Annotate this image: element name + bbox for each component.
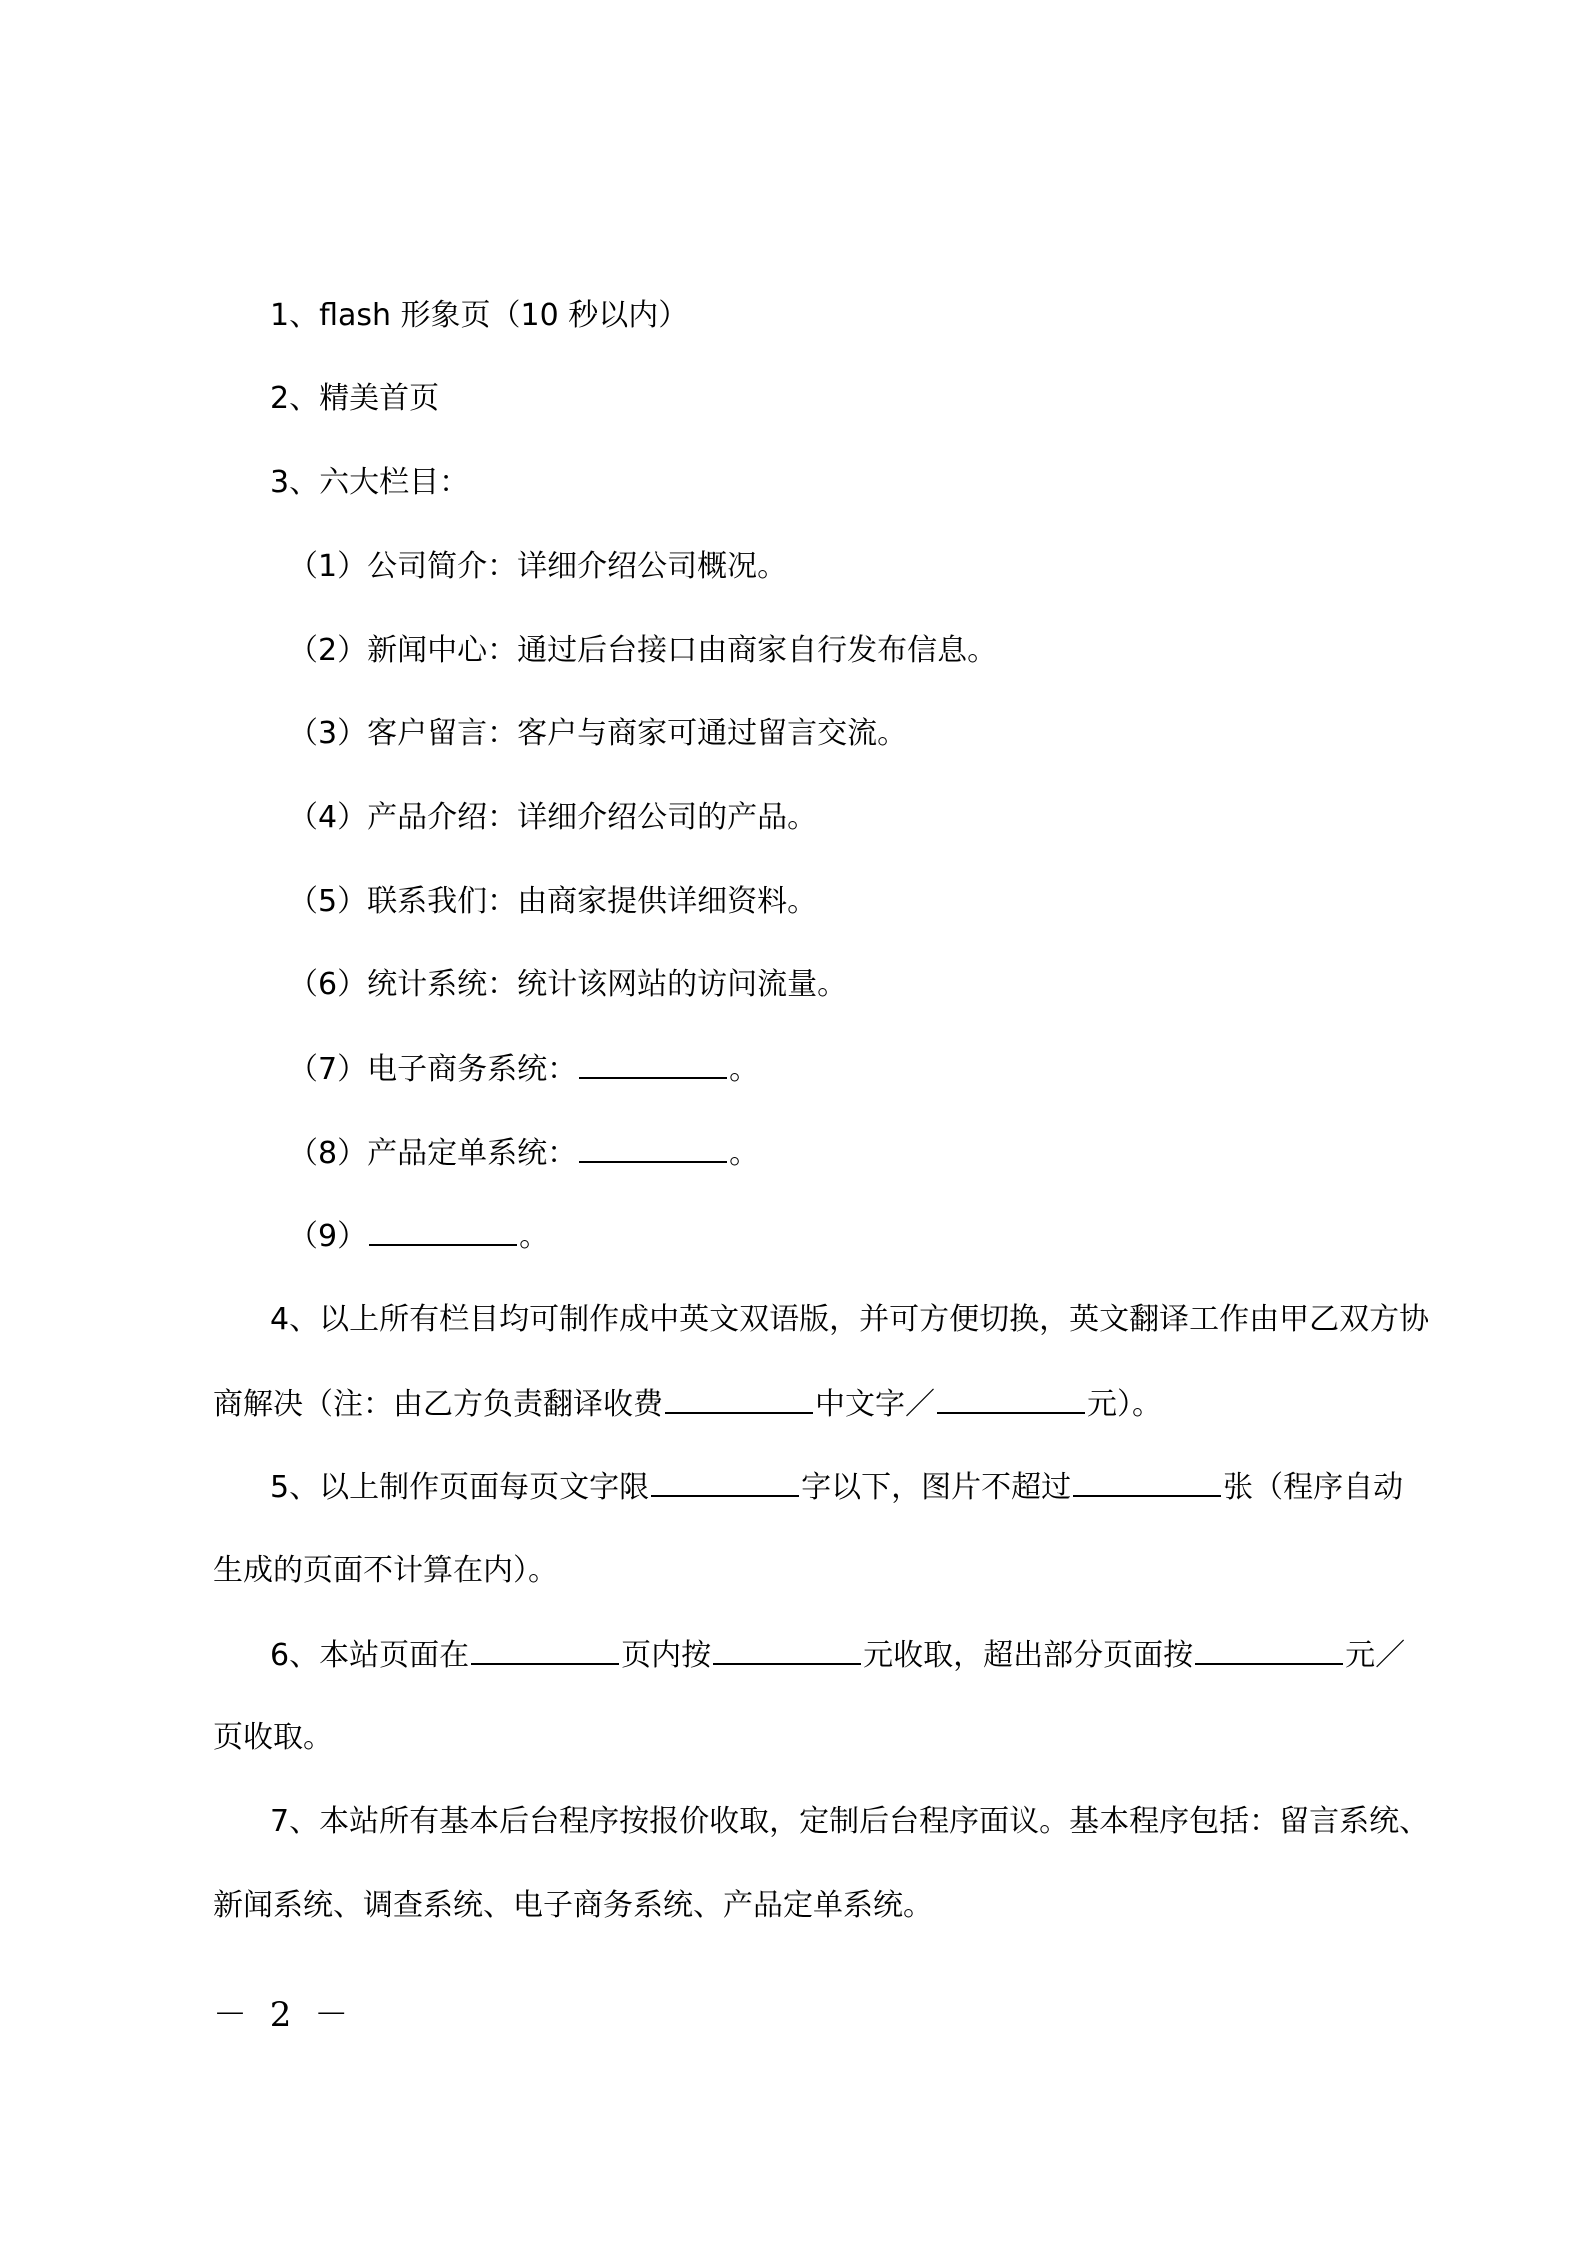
item-6-line-2 <box>0 1718 1586 1758</box>
sub-item-3 <box>0 714 1586 754</box>
sub-item-4 <box>0 798 1586 838</box>
sub-item-8-label: （8）产品定单系统： <box>288 1136 578 1171</box>
item-7-line-2 <box>0 1886 1586 1926</box>
sub-item-9-label: （9） <box>288 1219 368 1254</box>
sub-item-2 <box>0 631 1586 671</box>
item-5-line-2 <box>0 1551 1586 1591</box>
fill-in-blank <box>369 1216 517 1246</box>
sub-item-9-suffix: 。 <box>519 1219 550 1254</box>
sub-item-7 <box>0 1049 1586 1089</box>
item-7-text-b: 新闻系统、调查系统、电子商务系统、产品定单系统。 <box>213 1888 933 1923</box>
item-7-line-1 <box>0 1802 1586 1842</box>
item-5-line-1 <box>0 1467 1586 1507</box>
sub-item-2-text: （2）新闻中心：通过后台接口由商家自行发布信息。 <box>288 633 998 668</box>
sub-item-8 <box>0 1133 1586 1173</box>
sub-item-9 <box>0 1216 1586 1256</box>
item-4-text-a: 商解决（注：由乙方负责翻译收费 <box>213 1387 663 1422</box>
sub-item-7-label: （7）电子商务系统： <box>288 1052 578 1087</box>
item-1-text: 1、flash 形象页（10 秒以内） <box>270 298 689 333</box>
fill-in-blank <box>579 1049 727 1079</box>
item-6-text-e: 页收取。 <box>213 1720 333 1755</box>
item-4-line-1 <box>0 1300 1586 1340</box>
item-4-text: 4、以上所有栏目均可制作成中英文双语版，并可方便切换，英文翻译工作由甲乙双方协 <box>270 1302 1430 1337</box>
item-2 <box>0 379 1586 419</box>
fill-in-blank <box>579 1133 727 1163</box>
item-1 <box>0 296 1586 336</box>
item-2-text: 2、精美首页 <box>270 381 440 416</box>
item-5-text-c: 张（程序自动 <box>1223 1470 1404 1505</box>
sub-item-7-suffix: 。 <box>729 1052 760 1087</box>
item-3-text: 3、六大栏目： <box>270 465 470 500</box>
item-3 <box>0 463 1586 503</box>
item-5-text-b: 字以下，图片不超过 <box>801 1470 1072 1505</box>
sub-item-1-text: （1）公司简介：详细介绍公司概况。 <box>288 549 788 584</box>
item-6-text-b: 页内按 <box>621 1638 712 1673</box>
fill-in-blank <box>1073 1467 1221 1497</box>
item-6-text-c: 元收取，超出部分页面按 <box>863 1638 1194 1673</box>
item-4-text-c: 元）。 <box>1087 1387 1162 1422</box>
sub-item-5-text: （5）联系我们：由商家提供详细资料。 <box>288 884 818 919</box>
sub-item-6-text: （6）统计系统：统计该网站的访问流量。 <box>288 967 848 1002</box>
item-7-text-a: 7、本站所有基本后台程序按报价收取，定制后台程序面议。基本程序包括：留言系统、 <box>270 1804 1430 1839</box>
item-6-line-1 <box>0 1635 1586 1675</box>
item-6-text-d: 元／ <box>1345 1638 1406 1673</box>
sub-item-4-text: （4）产品介绍：详细介绍公司的产品。 <box>288 800 818 835</box>
item-4-line-2 <box>0 1384 1586 1424</box>
sub-item-1 <box>0 547 1586 587</box>
fill-in-blank <box>651 1467 799 1497</box>
sub-item-5 <box>0 882 1586 922</box>
page-number: － 2 － <box>213 1995 355 2035</box>
sub-item-6 <box>0 965 1586 1005</box>
sub-item-8-suffix: 。 <box>729 1136 760 1171</box>
item-6-text-a: 6、本站页面在 <box>270 1638 470 1673</box>
sub-item-3-text: （3）客户留言：客户与商家可通过留言交流。 <box>288 716 908 751</box>
fill-in-blank <box>1195 1635 1343 1665</box>
fill-in-blank <box>937 1384 1085 1414</box>
item-4-text-b: 中文字／ <box>815 1387 935 1422</box>
item-5-text-d: 生成的页面不计算在内）。 <box>213 1553 558 1588</box>
fill-in-blank <box>665 1384 813 1414</box>
fill-in-blank <box>713 1635 861 1665</box>
item-5-text-a: 5、以上制作页面每页文字限 <box>270 1470 650 1505</box>
fill-in-blank <box>471 1635 619 1665</box>
